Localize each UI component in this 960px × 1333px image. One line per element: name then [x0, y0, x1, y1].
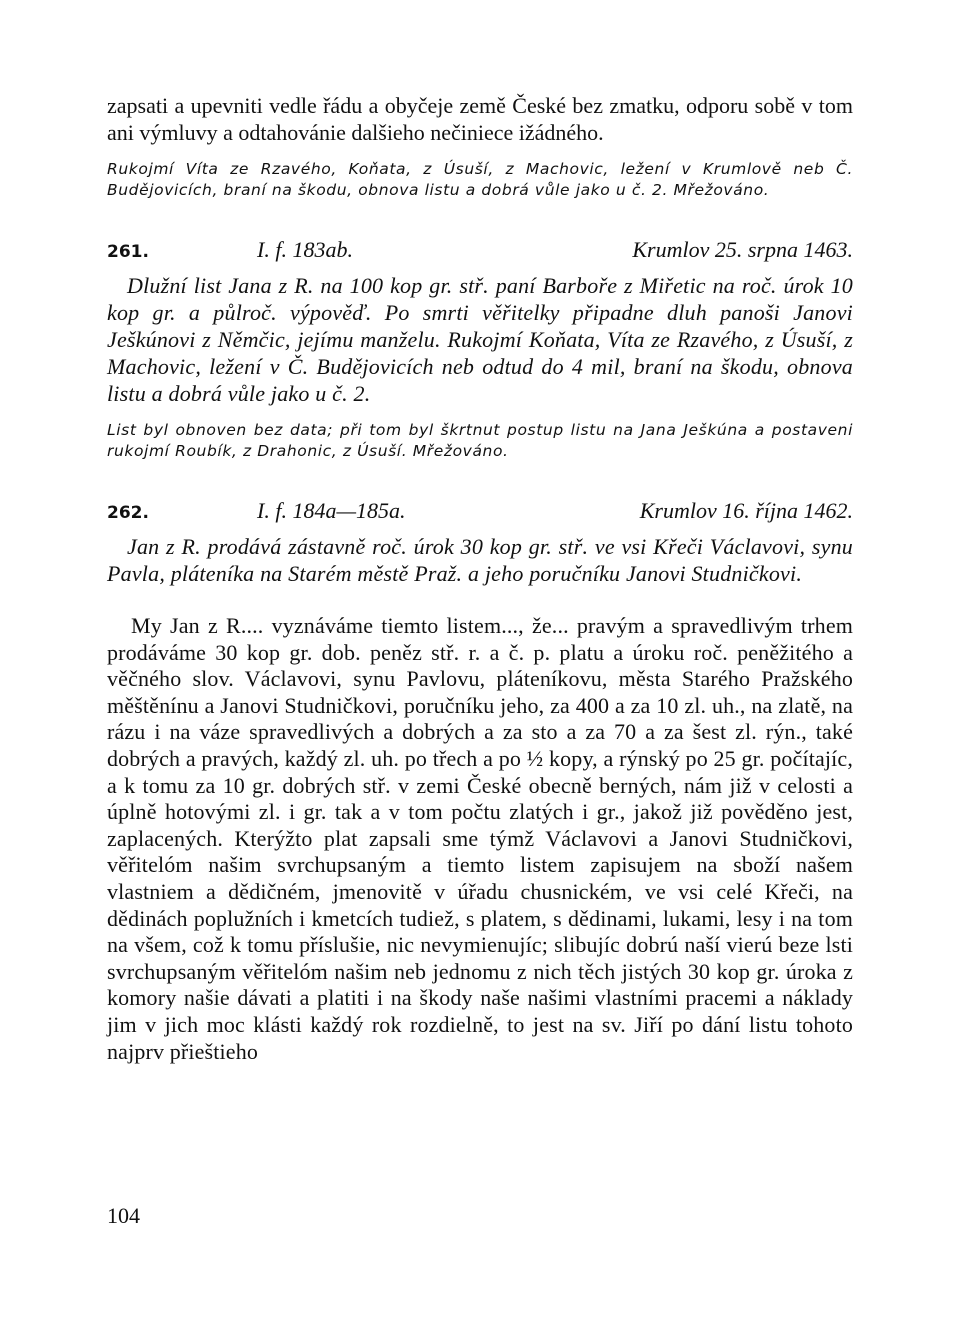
- entry-number: 262.: [107, 503, 149, 523]
- entry-header: [107, 497, 853, 527]
- entry-folio: I. f. 183ab.: [257, 237, 353, 262]
- intro-paragraph: zapsati a upevniti vedle řádu a obyčeje země České bez zmatku, odporu sobě v tom ani výmluvy a odtahovánie dalšieho nečiniece ižádného.: [107, 93, 853, 145]
- page-content: [107, 92, 853, 1065]
- entry-folio: I. f. 184a—185a.: [257, 498, 406, 523]
- entry-header: [107, 236, 853, 266]
- entry-place-date: Krumlov 16. října 1462.: [639, 498, 853, 523]
- entry-number: 261.: [107, 242, 149, 262]
- entry-summary: Dlužní list Jana z R. na 100 kop gr. stř. paní Barboře z Miřetic na roč. úrok 10 kop gr. a půlroč. výpověď. Po smrti věřitelky připadne dluh panoši Janovi Ješkúnovi z Němčic, jejímu manželu. Rukojmí Koňata, Víta ze Rzavého, z Úsuší, z Machovic, ležení v Č. Budějovicích neb odtud do 4 mil, braní na škodu, obnova listu a dobrá vůle jako u č. 2.: [107, 273, 853, 406]
- entry-261: [107, 236, 853, 462]
- entry-262: [107, 497, 853, 1065]
- entry-note: List byl obnoven bez data; při tom byl škrtnut postup listu na Jana Ješkúna a postaveni rukojmí Roubík, z Drahonic, z Úsuší. Mřežováno.: [107, 421, 853, 460]
- entry-place-date: Krumlov 25. srpna 1463.: [632, 237, 853, 262]
- entry-body-text: My Jan z R.... vyznáváme tiemto listem..., že... pravým a spravedlivým trhem prodáváme 30 kop gr. dob. peněz stř. r. a č. p. platu a úroku roč. peněžitého a věčného slov. Václavovi, synu Pavlovu, pláteníkovu, města Starého Pražského měštěnínu a Janovi Studničkovi, poručníku jeho, za 400 a za 10 zl. uh., na zlatě, na rázu i na váze spravedlivých a dobrých a za sto a za 70 a za šest zl. rýn., také dobrých a pravých, každý zl. uh. po třech a po ½ kopy, a rýnský po 25 gr. počítajíc, a k tomu za 10 gr. dobrých stř. v zemi České obecně berných, nám již v celosti a úplně hotovými zl. i gr. tak a v tom počtu zlatých i gr., jakož již pověděno jest, zaplacených. Kterýžto plat zapsali sme týmž Václavovi a Janovi Studničkovi, věřitelóm našim svrchupsaným a tiemto listem zapisujem na sboží našem vlastniem a dědičném, jmenovitě v úřadu chusnickém, ve vsi celé Křeči, na dědinách poplužních i kmetcích tudiež, s platem, s dědinami, lukami, lesy i na tom na všem, což k tomu příslušie, nic nevymienujíc; slibujíc dobrú naší vierú beze lsti svrchupsaným věřitelóm našim neb jednomu z nich těch jistých 30 kop gr. úroka z komory našie dávati a platiti i na škody naše našimi vlastními pracemi a náklady jim v jich moc klásti každý rok rozdielně, to jest na sv. Jiří po dání listu tohoto najprv přieštieho: [107, 613, 853, 1064]
- intro-note: Rukojmí Víta ze Rzavého, Koňata, z Úsuší, z Machovic, ležení v Krumlově neb Č. Budějovicích, braní na škodu, obnova listu a dobrá vůle jako u č. 2. Mřežováno.: [107, 160, 853, 199]
- page-number: 104: [107, 1203, 140, 1228]
- entry-summary: Jan z R. prodává zástavně roč. úrok 30 kop gr. stř. ve vsi Křeči Václavovi, synu Pavla, pláteníka na Starém městě Praž. a jeho poručníku Janovi Studničkovi.: [107, 534, 853, 586]
